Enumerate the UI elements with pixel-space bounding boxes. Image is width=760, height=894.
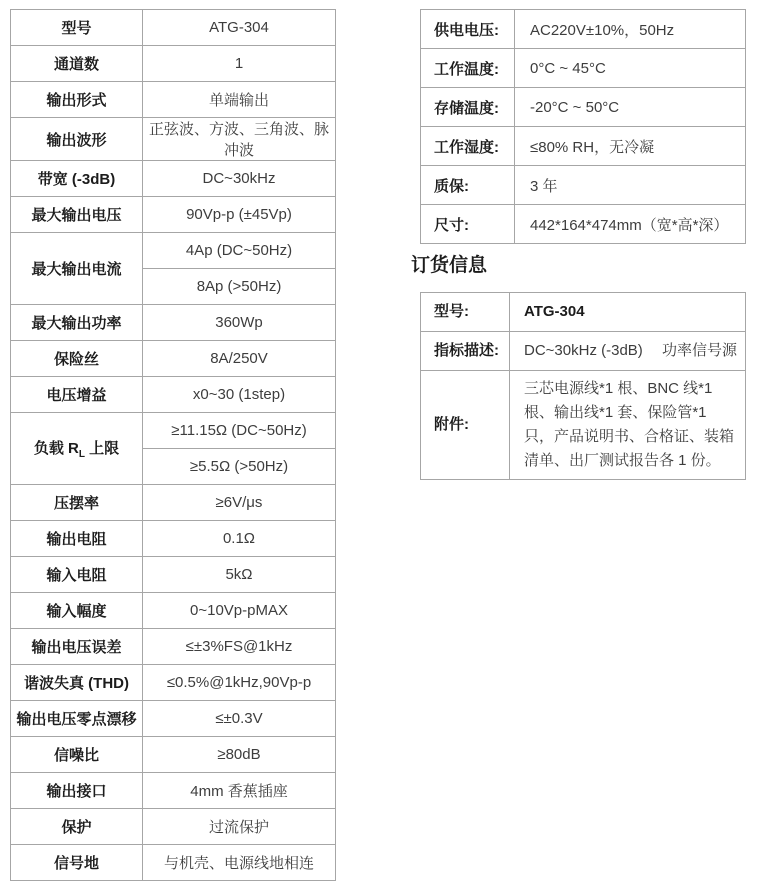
table-row [11, 737, 336, 773]
spec-table [10, 9, 336, 881]
spec-value-model: ATG-304 [143, 10, 336, 46]
spec-label-max-voltage: 最大输出电压 [11, 197, 143, 233]
env-label-humidity: 工作湿度: [421, 127, 515, 166]
spec-value-voltage-gain: x0~30 (1step) [143, 377, 336, 413]
env-label-warranty: 质保: [421, 166, 515, 205]
load-limit-label-sub: L [78, 449, 85, 460]
table-row [11, 305, 336, 341]
env-label-storage-temp: 存储温度: [421, 88, 515, 127]
table-row [11, 161, 336, 197]
spec-value-max-current-2: 8Ap (>50Hz) [143, 269, 336, 305]
spec-value-voltage-error: ≤±3%FS@1kHz [143, 629, 336, 665]
table-row [11, 377, 336, 413]
spec-value-max-voltage: 90Vp-p (±45Vp) [143, 197, 336, 233]
env-value-warranty: 3 年 [515, 166, 746, 205]
spec-value-waveforms: 正弦波、方波、三角波、脉冲波 [143, 118, 336, 161]
spec-value-max-power: 360Wp [143, 305, 336, 341]
spec-label-protection: 保护 [11, 809, 143, 845]
order-value-accessories: 三芯电源线*1 根、BNC 线*1 根、输出线*1 套、保险管*1 只，产品说明书、合格证、装箱清单、出厂测试报告各 1 份。 [510, 371, 746, 480]
table-row [421, 371, 746, 480]
spec-value-signal-ground: 与机壳、电源线地相连 [143, 845, 336, 881]
spec-label-fuse: 保险丝 [11, 341, 143, 377]
spec-label-bandwidth: 带宽 (-3dB) [11, 161, 143, 197]
spec-value-load-limit-1: ≥11.15Ω (DC~50Hz) [143, 413, 336, 449]
spec-label-snr: 信噪比 [11, 737, 143, 773]
spec-label-input-amplitude: 输入幅度 [11, 593, 143, 629]
order-info-heading: 订货信息 [411, 255, 488, 276]
spec-value-max-current-1: 4Ap (DC~50Hz) [143, 233, 336, 269]
order-label-model: 型号: [421, 293, 510, 332]
order-label-description: 指标描述: [421, 332, 510, 371]
env-label-dimensions: 尺寸: [421, 205, 515, 244]
spec-value-input-resistance: 5kΩ [143, 557, 336, 593]
env-label-supply-voltage: 供电电压: [421, 10, 515, 49]
spec-label-signal-ground: 信号地 [11, 845, 143, 881]
spec-label-model: 型号 [11, 10, 143, 46]
table-row [11, 629, 336, 665]
spec-label-output-resistance: 输出电阻 [11, 521, 143, 557]
table-row [421, 127, 746, 166]
table-row [421, 49, 746, 88]
spec-value-load-limit-2: ≥5.5Ω (>50Hz) [143, 449, 336, 485]
order-value-description: DC~30kHz (-3dB) 功率信号源 [510, 332, 746, 371]
spec-value-input-amplitude: 0~10Vp-pMAX [143, 593, 336, 629]
spec-label-voltage-gain: 电压增益 [11, 377, 143, 413]
table-row [11, 701, 336, 737]
environment-table [420, 9, 746, 244]
table-row [11, 521, 336, 557]
load-limit-label-pre: 负载 R [33, 440, 79, 457]
spec-value-protection: 过流保护 [143, 809, 336, 845]
spec-value-output-connector: 4mm 香蕉插座 [143, 773, 336, 809]
order-info-table [420, 292, 746, 480]
spec-label-waveforms: 输出波形 [11, 118, 143, 161]
spec-value-channels: 1 [143, 46, 336, 82]
table-row [11, 593, 336, 629]
table-row [421, 166, 746, 205]
spec-value-zero-drift: ≤±0.3V [143, 701, 336, 737]
table-row [11, 82, 336, 118]
table-row [11, 233, 336, 269]
spec-label-output-form: 输出形式 [11, 82, 143, 118]
env-value-humidity: ≤80% RH，无冷凝 [515, 127, 746, 166]
table-row [421, 88, 746, 127]
table-row [11, 197, 336, 233]
spec-value-output-resistance: 0.1Ω [143, 521, 336, 557]
table-row [11, 845, 336, 881]
table-row [11, 557, 336, 593]
spec-value-slew-rate: ≥6V/μs [143, 485, 336, 521]
table-row [11, 46, 336, 82]
spec-label-thd: 谐波失真 (THD) [11, 665, 143, 701]
env-value-operating-temp: 0°C ~ 45°C [515, 49, 746, 88]
table-row [11, 665, 336, 701]
table-row [421, 205, 746, 244]
spec-label-voltage-error: 输出电压误差 [11, 629, 143, 665]
table-row [11, 341, 336, 377]
spec-label-slew-rate: 压摆率 [11, 485, 143, 521]
table-row [11, 809, 336, 845]
order-value-model: ATG-304 [510, 293, 746, 332]
env-label-operating-temp: 工作温度: [421, 49, 515, 88]
table-row [421, 293, 746, 332]
spec-label-channels: 通道数 [11, 46, 143, 82]
spec-value-snr: ≥80dB [143, 737, 336, 773]
spec-label-input-resistance: 输入电阻 [11, 557, 143, 593]
order-label-accessories: 附件: [421, 371, 510, 480]
env-value-storage-temp: -20°C ~ 50°C [515, 88, 746, 127]
spec-value-output-form: 单端输出 [143, 82, 336, 118]
spec-label-load-limit [11, 413, 143, 485]
table-row [11, 773, 336, 809]
table-row [11, 10, 336, 46]
load-limit-label-post: 上限 [84, 440, 120, 457]
table-row [421, 332, 746, 371]
table-row [421, 10, 746, 49]
env-value-supply-voltage: AC220V±10%，50Hz [515, 10, 746, 49]
spec-value-thd: ≤0.5%@1kHz,90Vp-p [143, 665, 336, 701]
table-row [11, 118, 336, 161]
table-row [11, 413, 336, 449]
spec-label-zero-drift: 输出电压零点漂移 [11, 701, 143, 737]
env-value-dimensions: 442*164*474mm（宽*高*深） [515, 205, 746, 244]
spec-value-fuse: 8A/250V [143, 341, 336, 377]
spec-label-max-power: 最大输出功率 [11, 305, 143, 341]
spec-label-max-current: 最大输出电流 [11, 233, 143, 305]
spec-label-output-connector: 输出接口 [11, 773, 143, 809]
spec-value-bandwidth: DC~30kHz [143, 161, 336, 197]
table-row [11, 485, 336, 521]
